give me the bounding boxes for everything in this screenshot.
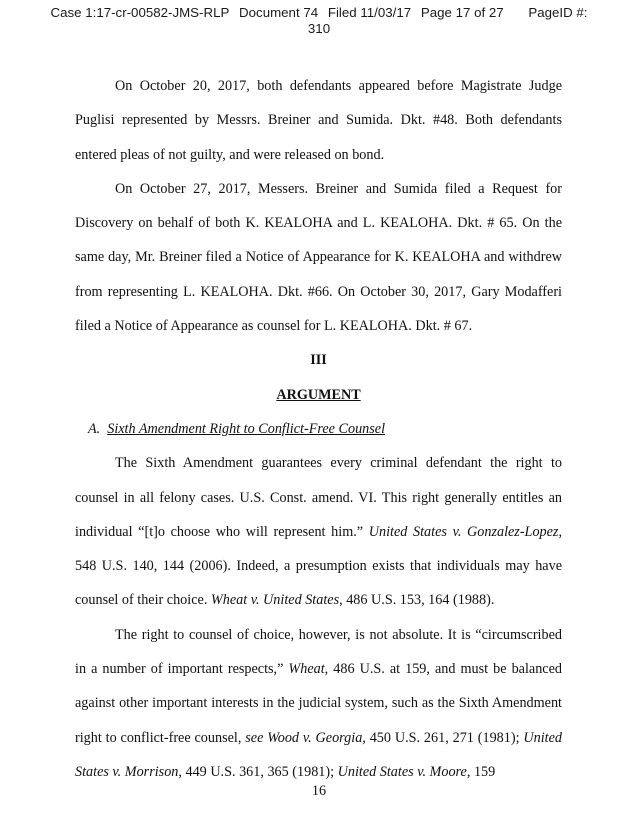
paragraph-arraignment: On October 20, 2017, both defendants appeared before Magistrate Judge Puglisi represented by Messrs. Breiner and Sumida. Dkt. #48. Both defendants entered pleas of not guilty, and were released on bond. xyxy=(75,78,562,163)
case-citation: United States v. Moore xyxy=(337,763,467,780)
case-citation: Wheat xyxy=(288,661,325,678)
page-count: Page 17 of 27 xyxy=(420,5,504,20)
case-citation: United States v. Morrison xyxy=(75,729,562,780)
document-body xyxy=(75,69,562,789)
case-number: Case 1:17-cr-00582-JMS-RLP xyxy=(50,5,230,20)
text-run: The Sixth Amendment guarantees every criminal defendant the right to counsel in all felony cases. U.S. Const. amend. VI. This right generally entitles an individual “[t]o choose who will represent him.” xyxy=(75,455,562,540)
section-number: III xyxy=(310,352,327,369)
text-run: , 449 U.S. 361, 365 (1981); xyxy=(178,763,338,780)
document-number: Document 74 xyxy=(239,5,319,20)
text-run: , 486 U.S. 153, 164 (1988). xyxy=(339,592,495,609)
text-run: , 548 U.S. 140, 144 (2006). Indeed, a presumption exists that individuals may have counsel of their choice. xyxy=(75,523,562,609)
pageid-value: 310 xyxy=(307,21,331,36)
case-citation: Wheat v. United States xyxy=(210,592,340,609)
subsection-heading xyxy=(75,412,562,446)
case-citation: United States v. Gonzalez-Lopez xyxy=(368,523,559,540)
filed-date: Filed 11/03/17 xyxy=(327,5,412,20)
paragraph-sixth-amendment xyxy=(75,446,562,617)
paragraph-discovery: On October 27, 2017, Messers. Breiner and Sumida filed a Request for Discovery on behalf of both K. KEALOHA and L. KEALOHA. Dkt. # 65. On the same day, Mr. Breiner filed a Notice of Appearance for K. KEALOHA and withdrew from representing L. KEALOHA. Dkt. #66. On October 30, 2017, Gary Modafferi filed a Notice of Appearance as counsel for L. KEALOHA. Dkt. # 67. xyxy=(75,180,562,335)
section-title: ARGUMENT xyxy=(276,386,361,403)
subsection-title: Sixth Amendment Right to Conflict-Free Counsel xyxy=(107,420,386,437)
page-number: 16 xyxy=(311,783,327,799)
filing-header xyxy=(0,5,638,37)
text-run: , 450 U.S. 261, 271 (1981); xyxy=(362,729,524,746)
text-run: The right to counsel of choice, however, is not absolute. It is “circumscribed in a number of important respects,” xyxy=(75,626,562,678)
pageid-label: PageID #: xyxy=(528,5,588,20)
paragraph-counsel-of-choice xyxy=(75,618,562,789)
subsection-label: A. xyxy=(88,420,101,437)
text-run: , 159 xyxy=(466,763,496,780)
case-citation: see Wood v. Georgia xyxy=(245,729,363,746)
text-run: , 486 U.S. at 159, and must be balanced against other important interests in the judicial system, such as the Sixth Amendment right to conflict-free counsel, xyxy=(75,661,562,746)
filing-header-line xyxy=(0,5,638,21)
